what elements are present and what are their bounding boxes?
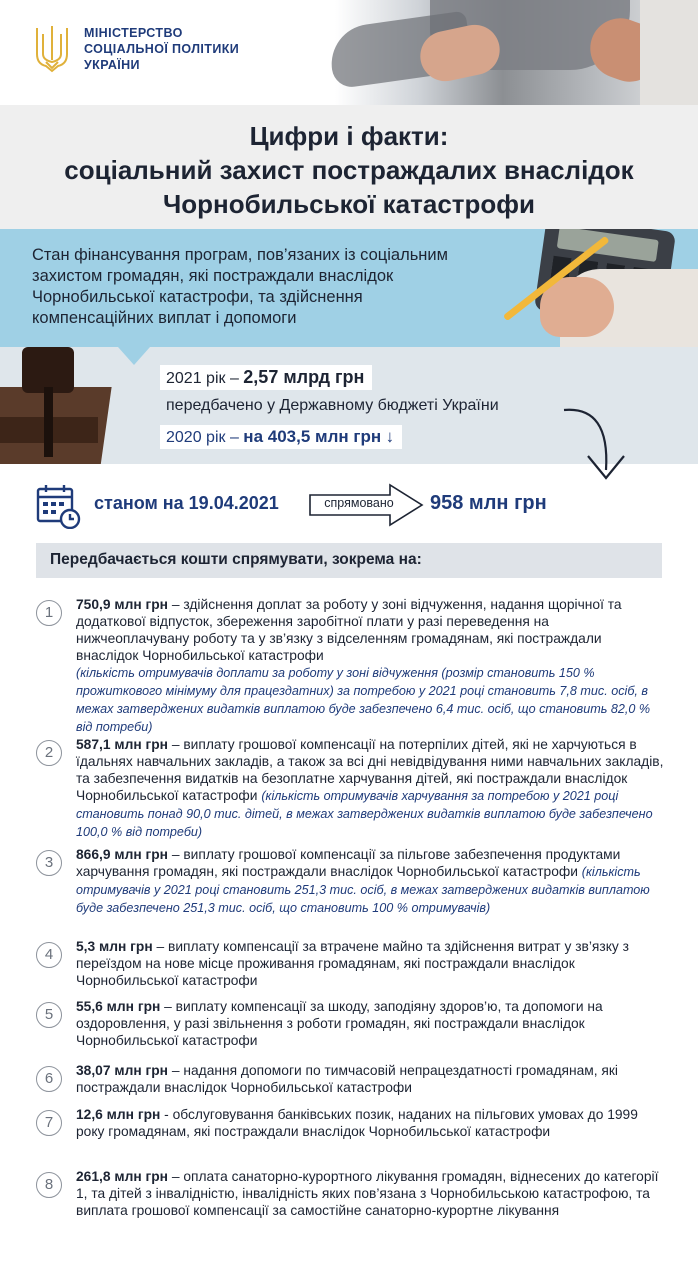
budget-2020-amount: на 403,5 млн грн	[243, 427, 382, 446]
section-title: Передбачається кошти спрямувати, зокрема на:	[36, 543, 662, 578]
item-number: 8	[36, 1172, 62, 1198]
item-description: – здійснення доплат за роботу у зоні відчуження, надання щорічної та додаткової відпусток, збереження заробітної плати у разі переведення на нижчеоплачувану роботу та у зв’язку з відселенням громадянам, які постраждали внаслідок Чорнобильської катастрофи	[76, 597, 622, 663]
item-description: – виплату грошової компенсації за пільгове забезпечення продуктами харчування громадян, які постраждали внаслідок Чорнобильської катастрофи	[76, 847, 621, 879]
budget-2020	[160, 425, 402, 449]
title-line: Цифри і факти:	[249, 121, 449, 151]
item-amount: 12,6 млн грн	[76, 1107, 161, 1122]
item-description: - обслуговування банківських позик, наданих на пільгових умовах до 1999 року громадянам, які постраждали внаслідок Чорнобильської катастрофи	[76, 1107, 638, 1139]
item-amount: 55,6 млн грн	[76, 999, 161, 1014]
trident-icon	[32, 24, 72, 74]
item-description: – надання допомоги по тимчасовій непрацездатності громадянам, які постраждали внаслідок Чорнобильської катастрофи	[76, 1063, 618, 1095]
item-description: – виплату грошової компенсації на потерпілих дітей, які не харчуються в їдальнях навчальних закладів, а також за всі дні невідвідування ними навчальних закладів, та забезпечення видатків на безоплатне харчування дітей, які постраждали внаслідок Чорнобильської катастрофи	[76, 737, 664, 803]
gavel-handle	[44, 387, 53, 457]
item-text	[76, 736, 666, 841]
arrow-down-icon: ↓	[385, 427, 395, 446]
intro-line: компенсаційних виплат і допомоги	[32, 309, 297, 327]
item-number: 7	[36, 1110, 62, 1136]
intro-band	[0, 229, 698, 347]
item-number: 4	[36, 942, 62, 968]
status-arrow-label: спрямовано	[324, 496, 394, 510]
budget-state-text: передбачено у Державному бюджеті України	[166, 397, 499, 414]
item-number: 3	[36, 850, 62, 876]
item-text	[76, 596, 666, 736]
item-note: (кількість отримувачів у 2021 році становить 251,3 тис. осіб, в межах затверджених видатків виплатою буде забезпечено 251,3 тис. осіб, що становить 100 % отримувачів)	[76, 865, 650, 915]
budget-2020-label: 2020 рік –	[166, 429, 239, 446]
title-line: Чорнобильської катастрофи	[162, 189, 536, 219]
item-text	[76, 1062, 666, 1096]
item-description: – виплату компенсації за шкоду, заподіяну здоров’ю, та допомоги на оздоровлення, у разі звільнення з роботи громадян, які постраждали внаслідок Чорнобильської катастрофи	[76, 999, 603, 1048]
item-note: (кількість отримувачів доплати за роботу у зоні відчуження (розмір становить 150 % прожиткового мінімуму для працездатних) за потребою у 2021 році становить 7,8 тис. осіб, в межах затверджених видатків виплатою буде забезпечено 6,4 тис. осіб, що становить 82,0 % від потреби)	[76, 666, 651, 734]
item-text	[76, 998, 666, 1049]
item-number: 6	[36, 1066, 62, 1092]
ministry-name-line: МІНІСТЕРСТВО	[84, 26, 183, 40]
ministry-name-line: СОЦІАЛЬНОЇ ПОЛІТИКИ	[84, 42, 240, 56]
item-text	[76, 1106, 666, 1140]
ministry-name	[84, 25, 239, 73]
intro-line: Стан фінансування програм, пов’язаних із соціальним	[32, 246, 448, 264]
intro-line: захистом громадян, які постраждали внаслідок	[32, 267, 394, 285]
intro-text	[32, 245, 532, 329]
calendar-clock-icon	[36, 483, 82, 529]
header-banner	[0, 0, 698, 105]
calculator-screen	[557, 229, 659, 262]
page-title	[0, 105, 698, 229]
curved-arrow-icon	[560, 400, 630, 490]
budget-2021-amount: 2,57 млрд грн	[243, 367, 365, 387]
budget-2021-label: 2021 рік –	[166, 370, 239, 387]
item-amount: 866,9 млн грн	[76, 847, 169, 862]
status-date: станом на 19.04.2021	[94, 493, 279, 513]
item-amount: 587,1 млн грн	[76, 737, 169, 752]
item-text	[76, 938, 666, 989]
status-amount: 958 млн грн	[430, 492, 547, 514]
item-number: 5	[36, 1002, 62, 1028]
item-number: 1	[36, 600, 62, 626]
item-description: – оплата санаторно-курортного лікування громадян, віднесених до категорії 1, та дітей з інвалідністю, інвалідність яких пов’язана з Чорнобильською катастрофою, та виплата грошової компенсації за самостійне санаторно-курортне лікування	[76, 1169, 659, 1218]
item-amount: 261,8 млн грн	[76, 1169, 169, 1184]
item-text	[76, 1168, 666, 1219]
photo-background	[640, 0, 698, 105]
item-description: – виплату компенсації за втрачене майно та здійснення витрат у зв’язку з переїздом на нове місце проживання громадянам, які постраждали внаслідок Чорнобильської катастрофи	[76, 939, 629, 988]
item-amount: 750,9 млн грн	[76, 597, 169, 612]
ministry-name-line: УКРАЇНИ	[84, 58, 140, 72]
item-number: 2	[36, 740, 62, 766]
item-text	[76, 846, 666, 917]
budget-2021	[160, 365, 372, 390]
item-amount: 5,3 млн грн	[76, 939, 153, 954]
speech-notch	[118, 347, 150, 365]
item-amount: 38,07 млн грн	[76, 1063, 169, 1078]
title-line: соціальний захист постраждалих внаслідок	[64, 155, 634, 185]
item-note: (кількість отримувачів харчування за потребою у 2021 році становить понад 90,0 тис. дітей, в межах затверджених видатків виплатою буде забезпечено 100,0 % від потреби)	[76, 789, 653, 839]
intro-line: Чорнобильської катастрофи, та здійснення	[32, 288, 363, 306]
ministry-logo	[32, 24, 239, 74]
